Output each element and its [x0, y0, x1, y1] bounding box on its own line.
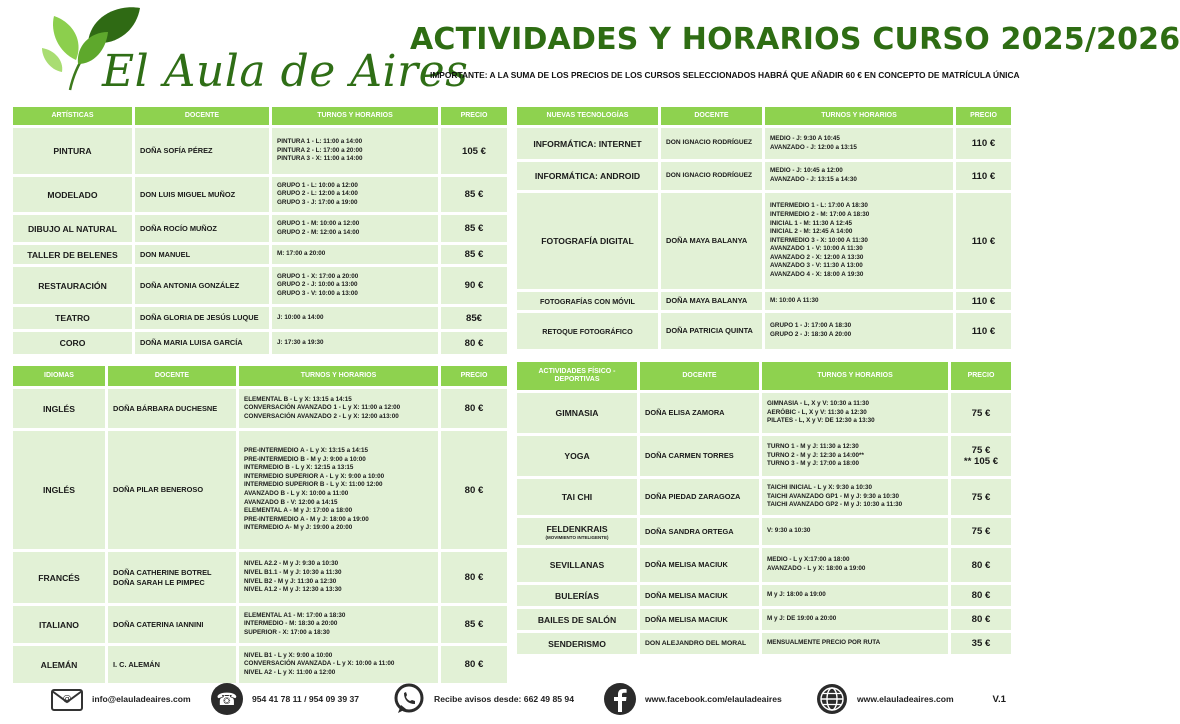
- table-header: PRECIO: [441, 107, 507, 125]
- activity-name: GIMNASIA: [517, 393, 637, 433]
- mail-icon: [50, 682, 84, 716]
- teacher-name: DOÑA PIEDAD ZARAGOZA: [640, 479, 759, 515]
- price: 80 €: [441, 332, 507, 354]
- schedule: M y J: 18:00 a 19:00: [762, 585, 948, 606]
- footer-email[interactable]: [50, 682, 191, 716]
- activity-name: INFORMÁTICA: INTERNET: [517, 128, 658, 159]
- footer: [0, 674, 1024, 724]
- activity-name: TEATRO: [13, 307, 132, 329]
- table-header: DOCENTE: [108, 366, 236, 386]
- teacher-name: DOÑA ELISA ZAMORA: [640, 393, 759, 433]
- teacher-name: DOÑA MAYA BALANYA: [661, 193, 762, 289]
- version-label: V.1: [992, 694, 1006, 705]
- activity-name: PINTURA: [13, 128, 132, 174]
- table-header: DOCENTE: [135, 107, 269, 125]
- table-header: DOCENTE: [640, 362, 759, 390]
- price: 110 €: [956, 193, 1011, 289]
- table-header: NUEVAS TECNOLOGÍAS: [517, 107, 658, 125]
- activity-name: RESTAURACIÓN: [13, 267, 132, 304]
- price: 80 €: [441, 646, 507, 683]
- table-header: TURNOS Y HORARIOS: [762, 362, 948, 390]
- schedule: M: 17:00 a 20:00: [272, 245, 438, 264]
- price: 80 €: [441, 389, 507, 428]
- activity-name: DIBUJO AL NATURAL: [13, 215, 132, 242]
- schedule: GIMNASIA - L, X y V: 10:30 a 11:30 AERÓBIC - L, X y V: 11:30 a 12:30 PILATES - L, X y V: DE 12:30 a 13:30: [762, 393, 948, 433]
- teacher-name: DOÑA CATHERINE BOTREL DOÑA SARAH LE PIMPEC: [108, 552, 236, 603]
- schedule: ELEMENTAL B - L y X: 13:15 a 14:15 CONVERSACIÓN AVANZADO 1 - L y X: 11:00 a 12:00 CONVERSACIÓN AVANZADO 2 - L y X: 12:00 a13:00: [239, 389, 438, 428]
- svg-text:@: @: [62, 694, 72, 704]
- activity-name: TALLER DE BELENES: [13, 245, 132, 264]
- teacher-name: DON MANUEL: [135, 245, 269, 264]
- price: 85 €: [441, 245, 507, 264]
- activity-name: FOTOGRAFÍA DIGITAL: [517, 193, 658, 289]
- schedule: MEDIO - J: 9:30 A 10:45 AVANZADO - J: 12:00 a 13:15: [765, 128, 953, 159]
- price: 80 €: [441, 431, 507, 549]
- price: 75 €: [951, 479, 1011, 515]
- activity-name: CORO: [13, 332, 132, 354]
- teacher-name: DOÑA SANDRA ORTEGA: [640, 518, 759, 545]
- table-header: PRECIO: [956, 107, 1011, 125]
- fisico-table: [517, 362, 1011, 654]
- price: 110 €: [956, 128, 1011, 159]
- teacher-name: DOÑA ROCÍO MUÑOZ: [135, 215, 269, 242]
- table-header: PRECIO: [441, 366, 507, 386]
- activity-name: INGLÉS: [13, 389, 105, 428]
- activity-name: ALEMÁN: [13, 646, 105, 683]
- schedule: NIVEL A2.2 - M y J: 9:30 a 10:30 NIVEL B1.1 - M y J: 10:30 a 11:30 NIVEL B2 - M y J: 11:30 a 12:30 NIVEL A1.2 - M y J: 12:30 a 13:30: [239, 552, 438, 603]
- price: 80 €: [441, 552, 507, 603]
- table-header: PRECIO: [951, 362, 1011, 390]
- table-header: TURNOS Y HORARIOS: [239, 366, 438, 386]
- schedule: ELEMENTAL A1 - M: 17:00 a 18:30 INTERMEDIO - M: 18:30 a 20:00 SUPERIOR - X: 17:00 a 18:30: [239, 606, 438, 643]
- teacher-name: DOÑA CARMEN TORRES: [640, 436, 759, 476]
- table-header: DOCENTE: [661, 107, 762, 125]
- price: 105 €: [441, 128, 507, 174]
- activity-name: SENDERISMO: [517, 633, 637, 654]
- schedule: INTERMEDIO 1 - L: 17:00 A 18:30 INTERMEDIO 2 - M: 17:00 A 18:30 INICIAL 1 - M: 11:30 A 12:45 INICIAL 2 - M: 12:45 A 14:00 INTERMEDIO 3 - X: 10:00 A 11:30 AVANZADO 1 - V: 10:00 A 11:30 AVANZADO 2 - X: 12:00 A 13:30 AVANZADO 3 - V: 11:30 A 13:00 AVANZADO 4 - X: 18:00 A 19:30: [765, 193, 953, 289]
- footer-phone: [210, 682, 359, 716]
- teacher-name: I. C. ALEMÁN: [108, 646, 236, 683]
- whatsapp-icon: [392, 682, 426, 716]
- schedule: J: 10:00 a 14:00: [272, 307, 438, 329]
- price: 35 €: [951, 633, 1011, 654]
- footer-facebook[interactable]: [603, 682, 782, 716]
- teacher-name: DOÑA PATRICIA QUINTA: [661, 313, 762, 349]
- price: 80 €: [951, 548, 1011, 582]
- schedule: TAICHI INICIAL - L y X: 9:30 a 10:30 TAICHI AVANZADO GP1 - M y J: 9:30 a 10:30 TAICHI AVANZADO GP2 - M y J: 10:30 a 11:30: [762, 479, 948, 515]
- price: 80 €: [951, 585, 1011, 606]
- schedule: MENSUALMENTE PRECIO POR RUTA: [762, 633, 948, 654]
- enrollment-notice: IMPORTANTE: A LA SUMA DE LOS PRECIOS DE LOS CURSOS SELECCIONADOS HABRÁ QUE AÑADIR 60 € EN CONCEPTO DE MATRÍCULA ÚNICA: [430, 70, 1020, 80]
- teacher-name: DOÑA SOFÍA PÉREZ: [135, 128, 269, 174]
- price: 75 € ** 105 €: [951, 436, 1011, 476]
- price: 90 €: [441, 267, 507, 304]
- logo-text: El Aula de Aires: [102, 46, 469, 97]
- tecnologias-table: [517, 107, 1011, 349]
- teacher-name: DON IGNACIO RODRÍGUEZ: [661, 128, 762, 159]
- teacher-name: DON IGNACIO RODRÍGUEZ: [661, 162, 762, 190]
- teacher-name: DOÑA MELISA MACIUK: [640, 585, 759, 606]
- activity-name: SEVILLANAS: [517, 548, 637, 582]
- teacher-name: DOÑA MELISA MACIUK: [640, 609, 759, 630]
- page-title: ACTIVIDADES Y HORARIOS CURSO 2025/2026: [410, 22, 1180, 57]
- schedule: MEDIO - L y X:17:00 a 18:00 AVANZADO - L y X: 18:00 a 19:00: [762, 548, 948, 582]
- schedule: NIVEL B1 - L y X: 9:00 a 10:00 CONVERSACIÓN AVANZADA - L y X: 10:00 a 11:00 NIVEL A2 - L y X: 11:00 a 12:00: [239, 646, 438, 683]
- table-header: IDIOMAS: [13, 366, 105, 386]
- activity-name: BAILES DE SALÓN: [517, 609, 637, 630]
- teacher-name: DON ALEJANDRO DEL MORAL: [640, 633, 759, 654]
- teacher-name: DOÑA MARIA LUISA GARCÍA: [135, 332, 269, 354]
- price: 110 €: [956, 292, 1011, 310]
- logo: [36, 2, 469, 98]
- facebook-icon: [603, 682, 637, 716]
- teacher-name: DOÑA GLORIA DE JESÚS LUQUE: [135, 307, 269, 329]
- price: 80 €: [951, 609, 1011, 630]
- activity-name: MODELADO: [13, 177, 132, 212]
- idiomas-table: [13, 366, 507, 683]
- phone-icon: [210, 682, 244, 716]
- schedule: GRUPO 1 - X: 17:00 a 20:00 GRUPO 2 - J: 10:00 a 13:00 GRUPO 3 - V: 10:00 a 13:00: [272, 267, 438, 304]
- artisticas-table: [13, 107, 507, 354]
- activity-name: FRANCÉS: [13, 552, 105, 603]
- svg-text:☎: ☎: [216, 690, 238, 710]
- price: 85 €: [441, 177, 507, 212]
- price: 75 €: [951, 393, 1011, 433]
- price: 85 €: [441, 215, 507, 242]
- activity-name: INFORMÁTICA: ANDROID: [517, 162, 658, 190]
- table-header: ARTÍSTICAS: [13, 107, 132, 125]
- schedule: J: 17:30 a 19:30: [272, 332, 438, 354]
- table-header: TURNOS Y HORARIOS: [765, 107, 953, 125]
- schedule: PRE-INTERMEDIO A - L y X: 13:15 a 14:15 PRE-INTERMEDIO B - M y J: 9:00 a 10:00 INTERMEDIO B - L y X: 12:15 a 13:15 INTERMEDIO SUPERIOR A - L y X: 9:00 a 10:00 INTERMEDIO SUPERIOR B - L y X: 11:00 12:00 AVANZADO B - L y X: 10:00 a 11:00 AVANZADO B - V: 12:00 a 14:15 ELEMENTAL A - M y J: 17:00 a 18:00 PRE-INTERMEDIO A - M y J: 18:00 a 19:00 INTERMEDIO A- M y J: 19:00 a 20:00: [239, 431, 438, 549]
- activity-name: FOTOGRAFÍAS CON MÓVIL: [517, 292, 658, 310]
- activity-name: TAI CHI: [517, 479, 637, 515]
- price: 85€: [441, 307, 507, 329]
- activity-name: INGLÉS: [13, 431, 105, 549]
- schedule: M: 10:00 A 11:30: [765, 292, 953, 310]
- price: 110 €: [956, 313, 1011, 349]
- phone-numbers: 954 41 78 11 / 954 09 39 37: [252, 694, 360, 704]
- teacher-name: DOÑA CATERINA IANNINI: [108, 606, 236, 643]
- whatsapp-number: Recibe avisos desde: 662 49 85 94: [434, 694, 574, 704]
- teacher-name: DOÑA MELISA MACIUK: [640, 548, 759, 582]
- table-header: ACTIVIDADES FÍSICO - DEPORTIVAS: [517, 362, 637, 390]
- facebook-link[interactable]: www.facebook.com/elauladeaires: [645, 694, 782, 704]
- price: 75 €: [951, 518, 1011, 545]
- schedule: V: 9:30 a 10:30: [762, 518, 948, 545]
- schedule: MEDIO - J: 10:45 a 12:00 AVANZADO - J: 13:15 a 14:30: [765, 162, 953, 190]
- globe-icon: [815, 682, 849, 716]
- teacher-name: DON LUIS MIGUEL MUÑOZ: [135, 177, 269, 212]
- activity-name: FELDENKRAIS (MOVIMIENTO INTELIGENTE): [517, 518, 637, 545]
- activity-name: BULERÍAS: [517, 585, 637, 606]
- schedule: GRUPO 1 - M: 10:00 a 12:00 GRUPO 2 - M: 12:00 a 14:00: [272, 215, 438, 242]
- email-link[interactable]: info@elauladeaires.com: [92, 694, 191, 704]
- teacher-name: DOÑA ANTONIA GONZÁLEZ: [135, 267, 269, 304]
- web-link[interactable]: www.elauladeaires.com: [857, 694, 954, 704]
- table-header: TURNOS Y HORARIOS: [272, 107, 438, 125]
- activity-name: RETOQUE FOTOGRÁFICO: [517, 313, 658, 349]
- activity-name: ITALIANO: [13, 606, 105, 643]
- teacher-name: DOÑA BÁRBARA DUCHESNE: [108, 389, 236, 428]
- price: 85 €: [441, 606, 507, 643]
- activity-subtitle: (MOVIMIENTO INTELIGENTE): [545, 534, 609, 540]
- schedule: GRUPO 1 - L: 10:00 a 12:00 GRUPO 2 - L: 12:00 a 14:00 GRUPO 3 - J: 17:00 a 19:00: [272, 177, 438, 212]
- schedule: TURNO 1 - M y J: 11:30 a 12:30 TURNO 2 - M y J: 12:30 a 14:00** TURNO 3 - M y J: 17:00 a 18:00: [762, 436, 948, 476]
- schedule: PINTURA 1 - L: 11:00 a 14:00 PINTURA 2 - L: 17:00 a 20:00 PINTURA 3 - X: 11:00 a 14:00: [272, 128, 438, 174]
- activity-name: YOGA: [517, 436, 637, 476]
- schedule: GRUPO 1 - J: 17:00 A 18:30 GRUPO 2 - J: 18:30 A 20:00: [765, 313, 953, 349]
- header: [0, 0, 1180, 100]
- schedule: M y J: DE 19:00 a 20:00: [762, 609, 948, 630]
- footer-web[interactable]: [815, 682, 954, 716]
- footer-whatsapp: [392, 682, 574, 716]
- teacher-name: DOÑA PILAR BENEROSO: [108, 431, 236, 549]
- price: 110 €: [956, 162, 1011, 190]
- teacher-name: DOÑA MAYA BALANYA: [661, 292, 762, 310]
